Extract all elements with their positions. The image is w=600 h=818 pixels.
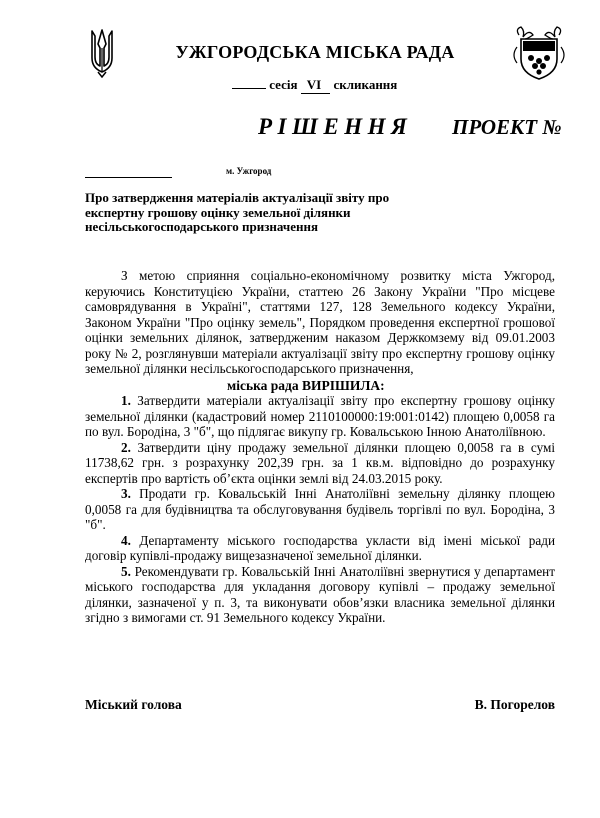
session-label: сесія [269, 77, 298, 92]
city-coat-of-arms-icon [513, 25, 565, 81]
signatory-title: Міський голова [85, 697, 182, 712]
decision-item [85, 440, 555, 487]
preamble-paragraph: З метою сприяння соціально-економічному розвитку міста Ужгород, керуючись Конституцією України, статтею 26 Закону України "Про місцеве самоврядування в Україні", статтями 127, 128 Земельного кодексу України, Законом України "Про оцінку земель", Порядком проведення експертної грошової оцінки земельних ділянок, затвердженим наказом Держкомзему від 09.01.2003 року № 2, розглянувши матеріали актуалізації звіту про експертну грошову оцінку земельної ділянки несільськогосподарського призначення, [85, 268, 555, 376]
decision-item [85, 393, 555, 440]
item-number: 5. [121, 563, 131, 579]
item-number: 2. [121, 439, 131, 455]
decision-item [85, 564, 555, 626]
trident-icon [88, 28, 116, 78]
document-body [85, 268, 555, 626]
signature-block [85, 697, 555, 713]
session-line [232, 77, 397, 94]
decision-title: РІШЕННЯ [258, 114, 413, 139]
item-number: 1. [121, 393, 131, 408]
session-number-blank [232, 77, 266, 89]
item-number: 4. [121, 532, 131, 548]
project-label: ПРОЕКТ № [452, 115, 562, 139]
item-text: Рекомендувати гр. Ковальській Інні Анатоліївні звернутися у департамент міського господарства для укладання договору купівлі – продажу земельної ділянки, зазначеної у п. 3, та виконувати обов’язки власника земельної ділянки згідно з вимогами ст. 91 Земельного кодексу України. [85, 563, 556, 625]
decision-subject: Про затвердження матеріалів актуалізації звіту про експертну грошову оцінку земельної ділянки несільськогосподарського призначення [85, 190, 390, 234]
signatory-name: В. Погорелов [474, 697, 555, 712]
decision-item [85, 486, 555, 533]
convocation-label: скликання [333, 77, 398, 92]
council-name: УЖГОРОДСЬКА МІСЬКА РАДА [175, 42, 455, 62]
decision-item [85, 533, 555, 564]
resolved-heading: міська рада ВИРІШИЛА: [227, 377, 385, 393]
item-text: Продати гр. Ковальській Інні Анатоліївні земельну ділянку площею 0,0058 га для будівництва та обслуговування будівель торгівлі по вул. Бородіна, 3 "б". [85, 486, 555, 532]
item-text: Затвердити ціну продажу земельної ділянки площею 0,0058 га в сумі 11738,62 грн. з розрахунку 202,39 грн. за 1 кв.м. відповідно до розрахунку експертів про вартість об’єкта оцінки землі від 24.03.2015 року. [85, 439, 555, 486]
item-text: Затвердити матеріали актуалізації звіту про експертну грошову оцінку земельної ділянки (кадастровий номер 2110100000:19:001:0142) площею 0,0058 га по вул. Бородіна, 3 "б", що підлягає викупу гр. Ковальською Інною Анатоліївною. [85, 393, 555, 439]
item-text: Департаменту міського господарства укласти від імені міської ради договір купівлі-продажу вищезазначеної земельної ділянки. [85, 532, 555, 563]
item-number: 3. [121, 486, 131, 501]
convocation-number: VI [301, 77, 330, 94]
city-name: м. Ужгород [226, 166, 272, 176]
date-blank-line [85, 177, 172, 178]
